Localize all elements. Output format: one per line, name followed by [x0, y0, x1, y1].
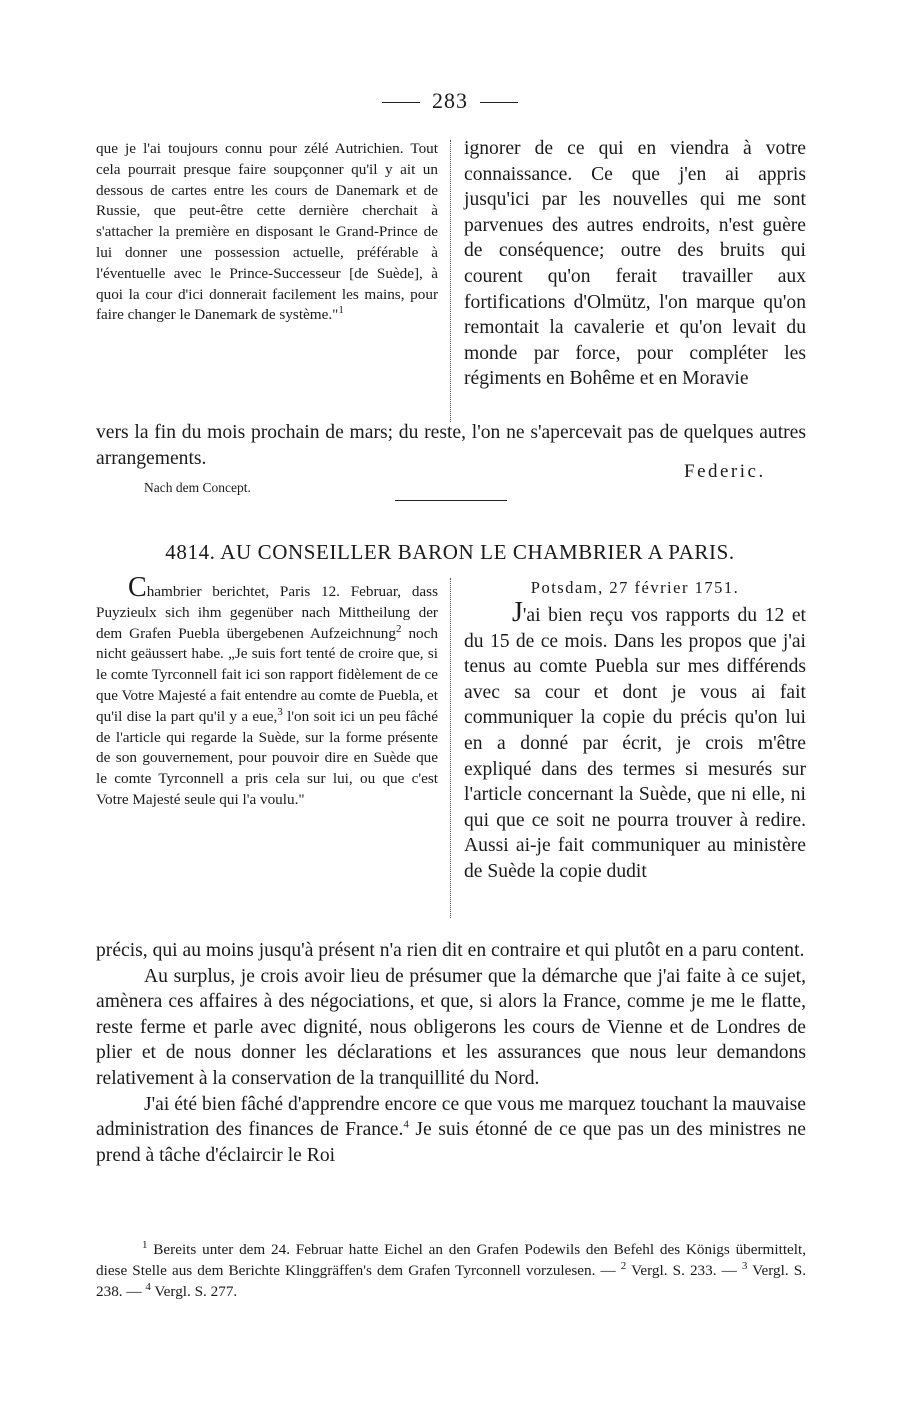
- footnote-ref-4: 4: [403, 1118, 409, 1131]
- source-note: Nach dem Concept.: [144, 480, 251, 495]
- header-dash-left: [382, 102, 420, 103]
- letter-initial: J: [512, 597, 523, 628]
- letter-body-continued: [96, 938, 806, 1168]
- header-dash-right: [480, 102, 518, 103]
- footnote-2-text: Vergl. S. 233. —: [631, 1261, 737, 1279]
- footnote-1-mark: 1: [142, 1238, 148, 1251]
- page-number: 283: [432, 88, 468, 113]
- page-header: [0, 88, 900, 114]
- paragraph-3-part2: Je suis étonné de ce que pas un des ministres ne prend à tâche d'éclaircir le Roi: [96, 1119, 806, 1166]
- letter-right-text: 'ai bien reçu vos rapports du 12 et du 15 de ce mois. Dans les propos que j'ai tenus au comte Puebla sur mes différends avec sa cour et dont je vous ai fait communiquer la copie du précis qu'on lui en a donné par écrit, je crois m'être expliqué dans des termes si mesurés sur l'article concernant la Suède, que ni elle, ni qui que ce soit ne pourra trouver à redire. Aussi ai-je fait communiquer au ministère de Suède la copie dudit: [464, 605, 806, 882]
- letter-body-start: [464, 597, 806, 885]
- footnote-4-text: Vergl. S. 277.: [154, 1282, 238, 1300]
- top-full-text: vers la fin du mois prochain de mars; du reste, l'on ne s'apercevait pas de quelques autres arrangements.: [96, 422, 806, 469]
- footnote-1-text: Bereits unter dem 24. Februar hatte Eichel an den Grafen Podewils den Befehl des Königs übermittelt, diese Stelle aus dem Berichte Klinggräffen's dem Grafen Tyrconnell vorzulesen. —: [96, 1241, 807, 1279]
- letter-title: 4814. AU CONSEILLER BARON LE CHAMBRIER A PARIS.: [165, 540, 735, 564]
- section-rule: [395, 500, 507, 501]
- signature: Federic.: [684, 461, 766, 482]
- footnote-ref-1: 1: [338, 304, 344, 317]
- letter-summary: [96, 572, 438, 811]
- paragraph-3-part1: J'ai été bien fâché d'apprendre encore ce que vous me marquez touchant la mauvaise administration des finances de France.: [96, 1093, 806, 1141]
- paragraph-1: précis, qui au moins jusqu'à présent n'a rien dit en contraire et qui plutôt en a paru content.: [96, 940, 805, 961]
- column-divider-top: [450, 140, 451, 422]
- footnote-ref-2: 2: [396, 622, 402, 635]
- dateline: Potsdam, 27 février 1751.: [530, 578, 740, 597]
- top-right-text: ignorer de ce qui en viendra à votre connaissance. Ce que j'en ai appris jusqu'ici par les nouvelles qui me sont parvenues des autres endroits, n'est guère de conséquence; outre des bruits qui courent qu'on ferait travailler aux fortifications d'Olmütz, l'on marque qu'on remontait la cavalerie et qu'on levait du monde par force, pour compléter les régiments en Bohême et en Moravie: [464, 138, 806, 390]
- paragraph-3: [96, 1092, 806, 1169]
- summary-part1: hambrier berichtet, Paris 12. Februar, dass Puyzieulx sich ihm gegenüber nach Mittheilung der dem Grafen Puebla übergebenen Aufzeichnung: [96, 583, 438, 642]
- top-left-excerpt: [96, 139, 438, 326]
- footnote-3-mark: 3: [741, 1259, 748, 1272]
- footnote-ref-3: 3: [277, 705, 283, 718]
- top-right-letter-text: [464, 136, 806, 392]
- top-left-text: que je l'ai toujours connu pour zélé Autrichien. Tout cela pourrait presque faire soupçonner qu'il y ait un dessous de cartes entre les cours de Danemark et de Russie, que peut-être cette dernière cherchait à s'attacher la première en disposant le Grand-Prince de lui donner une possession actuelle, préférable à l'éventuelle avec le Prince-Successeur [de Suède], à quoi la cour d'ici donnerait facilement les mains, pour faire changer le Danemark de système.": [96, 140, 438, 324]
- footnote-2-mark: 2: [620, 1259, 627, 1272]
- summary-dropcap: C: [128, 572, 147, 603]
- footnote-3-text: Vergl. S. 238. —: [96, 1261, 807, 1300]
- footnotes: [96, 1240, 806, 1302]
- summary-part3: l'on soit ici un peu fâché de l'article qui regarde la Suède, sur la forme présente de son gouvernement, pour pouvoir dire en Suède que le comte Tyrconnell a pris cela sur lui, ou que c'est Votre Majesté seule qui l'a voulu.": [96, 707, 438, 808]
- summary-part2: noch nicht geäussert habe. „Je suis fort tenté de croire que, si le comte Tyrconnell fait ici son rapport fidèlement de ce que Votre Majesté a fait entendre au comte de Puebla, et qu'il dise la part qu'il y a eue,: [96, 624, 438, 725]
- paragraph-2: Au surplus, je crois avoir lieu de présumer que la démarche que j'ai faite à ce sujet, amènera ces affaires à des négociations, et que, si alors la France, comme je me le flatte, reste ferme et parle avec dignité, nous obligerons les cours de Vienne et de Londres de plier et de nous donner les déclarations et les assurances que nous leur demandons relativement à la conservation de la tranquillité du Nord.: [96, 965, 806, 1089]
- footnote-4-mark: 4: [145, 1280, 151, 1293]
- column-divider-letter: [450, 578, 451, 918]
